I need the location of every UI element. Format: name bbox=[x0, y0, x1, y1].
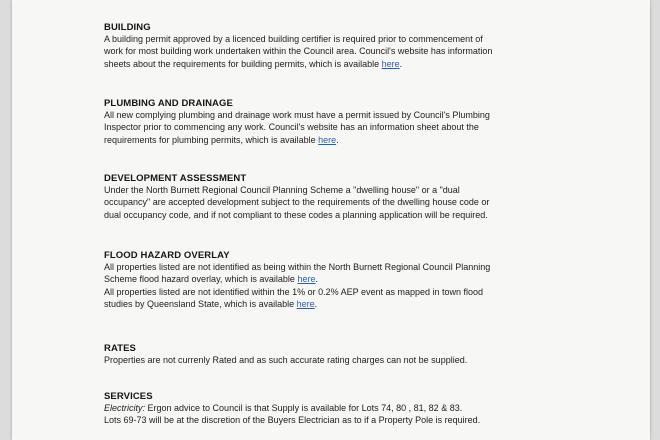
electricity-text: Ergon advice to Council is that Supply is available for Lots 74, 80 , 81, 82 & 83. bbox=[145, 403, 463, 413]
flood-text: Scheme flood hazard overlay, which is available bbox=[104, 274, 298, 285]
rates-heading: RATES bbox=[104, 343, 136, 354]
development-text-line: occupancy" are accepted development subject to the requirements of the dwelling house code or bbox=[104, 197, 490, 208]
flood-text-line bbox=[104, 273, 574, 285]
plumbing-text-line: Inspector prior to commencing any work. Council's website has an information sheet about the bbox=[104, 122, 479, 133]
plumbing-section bbox=[104, 98, 574, 146]
period: . bbox=[399, 58, 403, 69]
period: . bbox=[314, 299, 318, 310]
rates-section bbox=[104, 343, 574, 366]
services-section bbox=[104, 391, 574, 427]
development-section bbox=[104, 173, 574, 221]
services-heading: SERVICES bbox=[104, 391, 153, 402]
development-text-line: Under the North Burnett Regional Council Planning Scheme a "dwelling house" or a "dual bbox=[104, 185, 460, 195]
plumbing-text-line bbox=[104, 134, 574, 146]
flood-overlay-link[interactable]: here bbox=[297, 274, 316, 285]
services-text-line bbox=[104, 402, 574, 414]
plumbing-heading: PLUMBING AND DRAINAGE bbox=[104, 98, 233, 109]
building-section bbox=[104, 22, 574, 70]
building-text: sheets about the requirements for building permits, which is available bbox=[104, 58, 382, 69]
services-text-line: Lots 69-73 will be at the discretion of the Buyers Electrician as to if a Property Pole is required. bbox=[104, 415, 481, 426]
plumbing-permits-link[interactable]: here bbox=[318, 134, 337, 145]
plumbing-text-line: All new complying plumbing and drainage work must have a permit issued by Council's Plumbing bbox=[104, 110, 490, 120]
plumbing-text: requirements for plumbing permits, which is available bbox=[104, 134, 319, 145]
building-text-line: A building permit approved by a licenced building certifier is required prior to commencement of bbox=[104, 34, 483, 44]
flood-heading: FLOOD HAZARD OVERLAY bbox=[104, 250, 230, 261]
flood-text-line: All properties listed are not identified as being within the North Burnett Regional Council Planning bbox=[104, 262, 491, 272]
flood-text-line bbox=[104, 298, 574, 310]
rates-text-line: Properties are not currenly Rated and as such accurate rating charges can not be supplied. bbox=[104, 355, 468, 365]
building-text-line: work for most building work undertaken within the Council area. Council's website has information bbox=[104, 46, 493, 57]
document-page bbox=[12, 0, 650, 440]
electricity-label: Electricity: bbox=[104, 403, 146, 413]
development-text-line: dual occupancy code, and if not compliant to these codes a planning application will be required. bbox=[104, 209, 488, 220]
period: . bbox=[336, 134, 339, 145]
flood-text-line: All properties listed are not identified within the 1% or 0.2% AEP event as mapped in town flood bbox=[104, 286, 484, 297]
building-text-line bbox=[104, 58, 574, 70]
flood-studies-link[interactable]: here bbox=[296, 299, 315, 310]
development-heading: DEVELOPMENT ASSESSMENT bbox=[104, 173, 247, 184]
building-permits-link[interactable]: here bbox=[381, 58, 400, 69]
building-heading: BUILDING bbox=[104, 22, 151, 33]
period: . bbox=[315, 274, 318, 285]
flood-section bbox=[104, 250, 574, 311]
flood-text: studies by Queensland State, which is available bbox=[104, 299, 297, 310]
